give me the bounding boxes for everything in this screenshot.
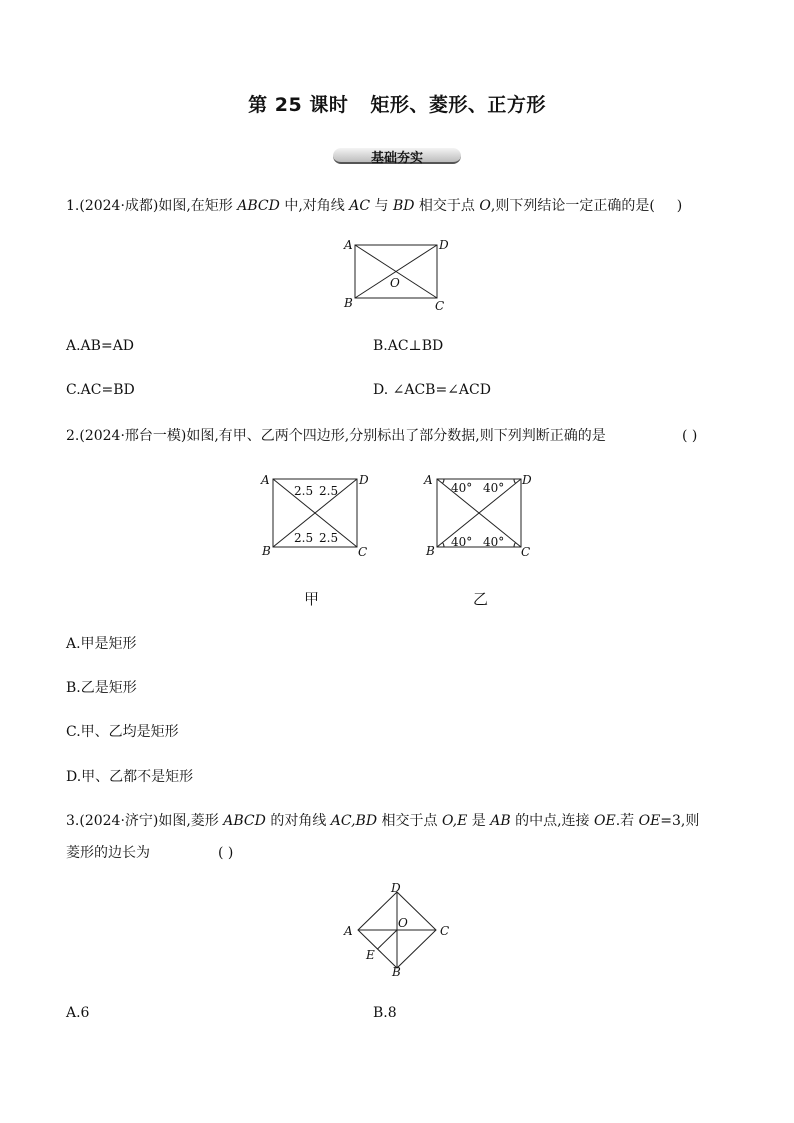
yi-angle-arc-d bbox=[514, 479, 516, 484]
q3-label-a: A bbox=[344, 924, 353, 938]
yi-label-d: D bbox=[522, 473, 532, 487]
q1-option-c[interactable]: C.AC=BD bbox=[66, 382, 135, 398]
q2-option-b[interactable]: B.乙是矩形 bbox=[66, 680, 137, 696]
yi-label-b: B bbox=[426, 544, 435, 558]
q2-option-d[interactable]: D.甲、乙都不是矩形 bbox=[66, 769, 194, 785]
jia-label-a: A bbox=[261, 473, 270, 487]
label-o: O bbox=[390, 276, 400, 290]
q1-option-a[interactable]: A.AB=AD bbox=[66, 338, 135, 354]
jia-value-ao: 2.5 bbox=[294, 484, 314, 498]
label-b: B bbox=[344, 296, 353, 310]
q2-option-a[interactable]: A.甲是矩形 bbox=[66, 636, 137, 652]
page-title bbox=[0, 90, 794, 117]
q3-label-e: E bbox=[366, 948, 375, 962]
jia-label-d: D bbox=[359, 473, 369, 487]
jia-label-b: B bbox=[262, 544, 271, 558]
label-d: D bbox=[439, 238, 449, 252]
lesson-topic: 矩形、菱形、正方形 bbox=[370, 94, 546, 116]
yi-label-a: A bbox=[424, 473, 433, 487]
q3-label-c: C bbox=[440, 924, 450, 938]
q2-option-c[interactable]: C.甲、乙均是矩形 bbox=[66, 724, 179, 740]
question-3-stem-line-1: 3.(2024·济宁)如图,菱形 ABCD 的对角线 AC,BD 相交于点 O,E 是 AB 的中点,连接 OE.若 OE=3,则 bbox=[66, 813, 700, 829]
q1-option-d[interactable]: D. ∠ACB=∠ACD bbox=[373, 382, 491, 398]
yi-angle-a: 40° bbox=[451, 481, 473, 495]
segment-oe bbox=[378, 930, 398, 949]
yi-angle-c: 40° bbox=[483, 535, 505, 549]
caption-yi: 乙 bbox=[473, 590, 489, 608]
jia-value-co: 2.5 bbox=[319, 531, 339, 545]
question-1-stem: 1.(2024·成都)如图,在矩形 ABCD 中,对角线 AC 与 BD 相交于点 O,则下列结论一定正确的是( ) bbox=[66, 198, 683, 214]
question-3-stem-line-2: 菱形的边长为 bbox=[66, 845, 150, 861]
q3-rhombus-figure bbox=[338, 880, 458, 980]
lesson-number: 第 25 课时 bbox=[248, 94, 349, 116]
caption-jia: 甲 bbox=[304, 590, 320, 608]
question-3-answer-paren: ( ) bbox=[218, 845, 234, 861]
yi-label-c: C bbox=[521, 545, 531, 559]
yi-angle-b: 40° bbox=[451, 535, 473, 549]
question-2-stem: 2.(2024·邢台一模)如图,有甲、乙两个四边形,分别标出了部分数据,则下列判断正确的是 bbox=[66, 428, 606, 444]
yi-angle-arc-a bbox=[443, 479, 445, 484]
label-a: A bbox=[344, 238, 353, 252]
figure-yi bbox=[422, 468, 540, 560]
jia-value-bo: 2.5 bbox=[294, 531, 314, 545]
question-2-answer-paren: ( ) bbox=[682, 428, 698, 444]
yi-angle-arc-c bbox=[514, 543, 516, 548]
q3-label-b: B bbox=[392, 965, 401, 979]
section-label: 基础夯实 bbox=[370, 151, 423, 166]
q3-option-b[interactable]: B.8 bbox=[373, 1005, 397, 1021]
yi-angle-arc-b bbox=[443, 543, 445, 548]
q3-label-o: O bbox=[398, 916, 408, 930]
q1-rectangle-figure bbox=[340, 234, 460, 314]
q1-option-b[interactable]: B.AC⊥BD bbox=[373, 338, 444, 354]
label-c: C bbox=[435, 299, 445, 313]
q3-label-d: D bbox=[391, 881, 401, 895]
jia-value-do: 2.5 bbox=[319, 484, 339, 498]
section-banner bbox=[333, 148, 461, 166]
q3-option-a[interactable]: A.6 bbox=[66, 1005, 90, 1021]
jia-label-c: C bbox=[358, 545, 368, 559]
yi-angle-d: 40° bbox=[483, 481, 505, 495]
figure-jia bbox=[258, 468, 374, 560]
